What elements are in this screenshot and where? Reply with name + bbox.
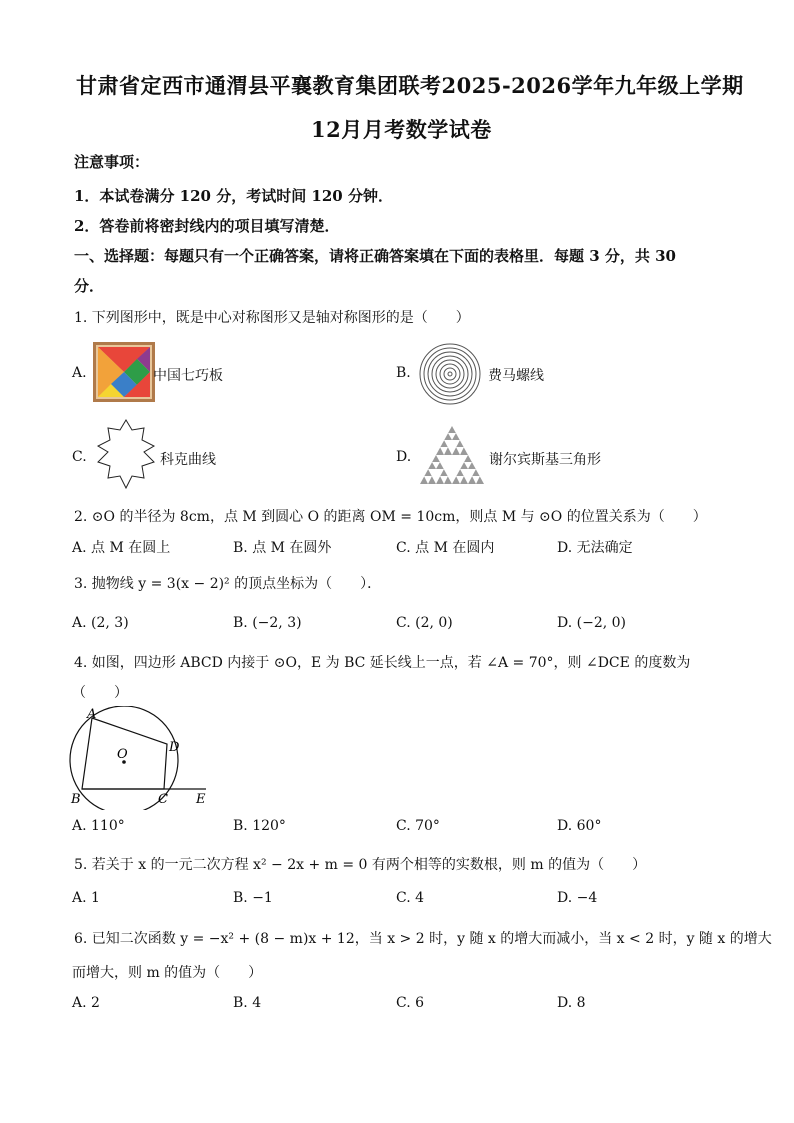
q6-option-d: D. 8 xyxy=(557,995,586,1011)
exam-title-line2: 12月月考数学试卷 xyxy=(311,117,492,142)
label-c: C xyxy=(158,792,168,807)
q5-option-a: A. 1 xyxy=(72,890,100,906)
label-d: D xyxy=(169,740,180,755)
q4-option-b: B. 120° xyxy=(233,818,286,834)
q4-option-a: A. 110° xyxy=(72,818,125,834)
q5-option-c: C. 4 xyxy=(396,890,425,906)
label-o: O xyxy=(117,747,128,762)
q2-option-d: D. 无法确定 xyxy=(557,540,633,556)
notes-item-1: 1．本试卷满分 120 分，考试时间 120 分钟． xyxy=(74,187,393,205)
q1-option-d-label: 谢尔宾斯基三角形 xyxy=(489,452,601,468)
label-a: A xyxy=(87,707,97,722)
q1-option-b-label: 费马螺线 xyxy=(488,368,544,384)
koch-snowflake-figure xyxy=(92,418,160,494)
q1-option-a-label: 中国七巧板 xyxy=(153,368,223,384)
q3-option-a: A. (2, 3) xyxy=(72,615,129,631)
q4-stem-cont: （ ） xyxy=(72,685,128,701)
q3-option-b: B. (−2, 3) xyxy=(233,615,302,631)
notes-heading: 注意事项： xyxy=(74,153,150,171)
q4-option-c: C. 70° xyxy=(396,818,440,834)
q1-stem: 1. 下列图形中，既是中心对称图形又是轴对称图形的是（ ） xyxy=(74,310,470,326)
q2-option-a: A. 点 M 在圆上 xyxy=(72,540,171,556)
section1-heading: 一、选择题：每题只有一个正确答案，请将正确答案填在下面的表格里．每题 3 分，共 30 xyxy=(74,247,676,265)
q4-option-d: D. 60° xyxy=(557,818,602,834)
label-e: E xyxy=(196,792,206,807)
q1-option-c-label: 科克曲线 xyxy=(160,452,216,468)
q4-circle-diagram xyxy=(66,706,216,810)
q1-option-a-letter: A. xyxy=(72,365,87,381)
label-b: B xyxy=(71,792,81,807)
q2-stem: 2. ⊙O 的半径为 8cm，点 M 到圆心 O 的距离 OM = 10cm，则点 M 与 ⊙O 的位置关系为（ ） xyxy=(74,509,707,525)
exam-title-line1: 甘肃省定西市通渭县平襄教育集团联考2025-2026学年九年级上学期 xyxy=(76,73,744,98)
section1-heading-cont: 分． xyxy=(74,277,105,295)
q5-option-d: D. −4 xyxy=(557,890,598,906)
q6-option-c: C. 6 xyxy=(396,995,425,1011)
q1-option-c-letter: C. xyxy=(72,449,87,465)
notes-item-2: 2．答卷前将密封线内的项目填写清楚． xyxy=(74,217,340,235)
q1-option-b-letter: B. xyxy=(396,365,411,381)
q6-option-b: B. 4 xyxy=(233,995,262,1011)
tangram-figure xyxy=(93,342,155,402)
q6-stem-cont: 而增大，则 m 的值为（ ） xyxy=(72,965,263,981)
q1-option-d-letter: D. xyxy=(396,449,412,465)
q4-stem: 4. 如图，四边形 ABCD 内接于 ⊙O，E 为 BC 延长线上一点，若 ∠A = 70°，则 ∠DCE 的度数为 xyxy=(74,655,691,671)
q3-option-c: C. (2, 0) xyxy=(396,615,453,631)
q6-stem: 6. 已知二次函数 y = −x² + (8 − m)x + 12，当 x > 2 时，y 随 x 的增大而减小，当 x < 2 时，y 随 x 的增大 xyxy=(74,931,772,947)
q5-stem: 5. 若关于 x 的一元二次方程 x² − 2x + m = 0 有两个相等的实数根，则 m 的值为（ ） xyxy=(74,857,647,873)
q2-option-c: C. 点 M 在圆内 xyxy=(396,540,495,556)
fermat-spiral-figure xyxy=(419,343,481,405)
q5-option-b: B. −1 xyxy=(233,890,273,906)
q3-option-d: D. (−2, 0) xyxy=(557,615,626,631)
q6-option-a: A. 2 xyxy=(72,995,100,1011)
sierpinski-triangle-figure xyxy=(418,424,486,486)
q2-option-b: B. 点 M 在圆外 xyxy=(233,540,332,556)
q3-stem: 3. 抛物线 y = 3(x − 2)² 的顶点坐标为（ ）． xyxy=(74,576,382,592)
